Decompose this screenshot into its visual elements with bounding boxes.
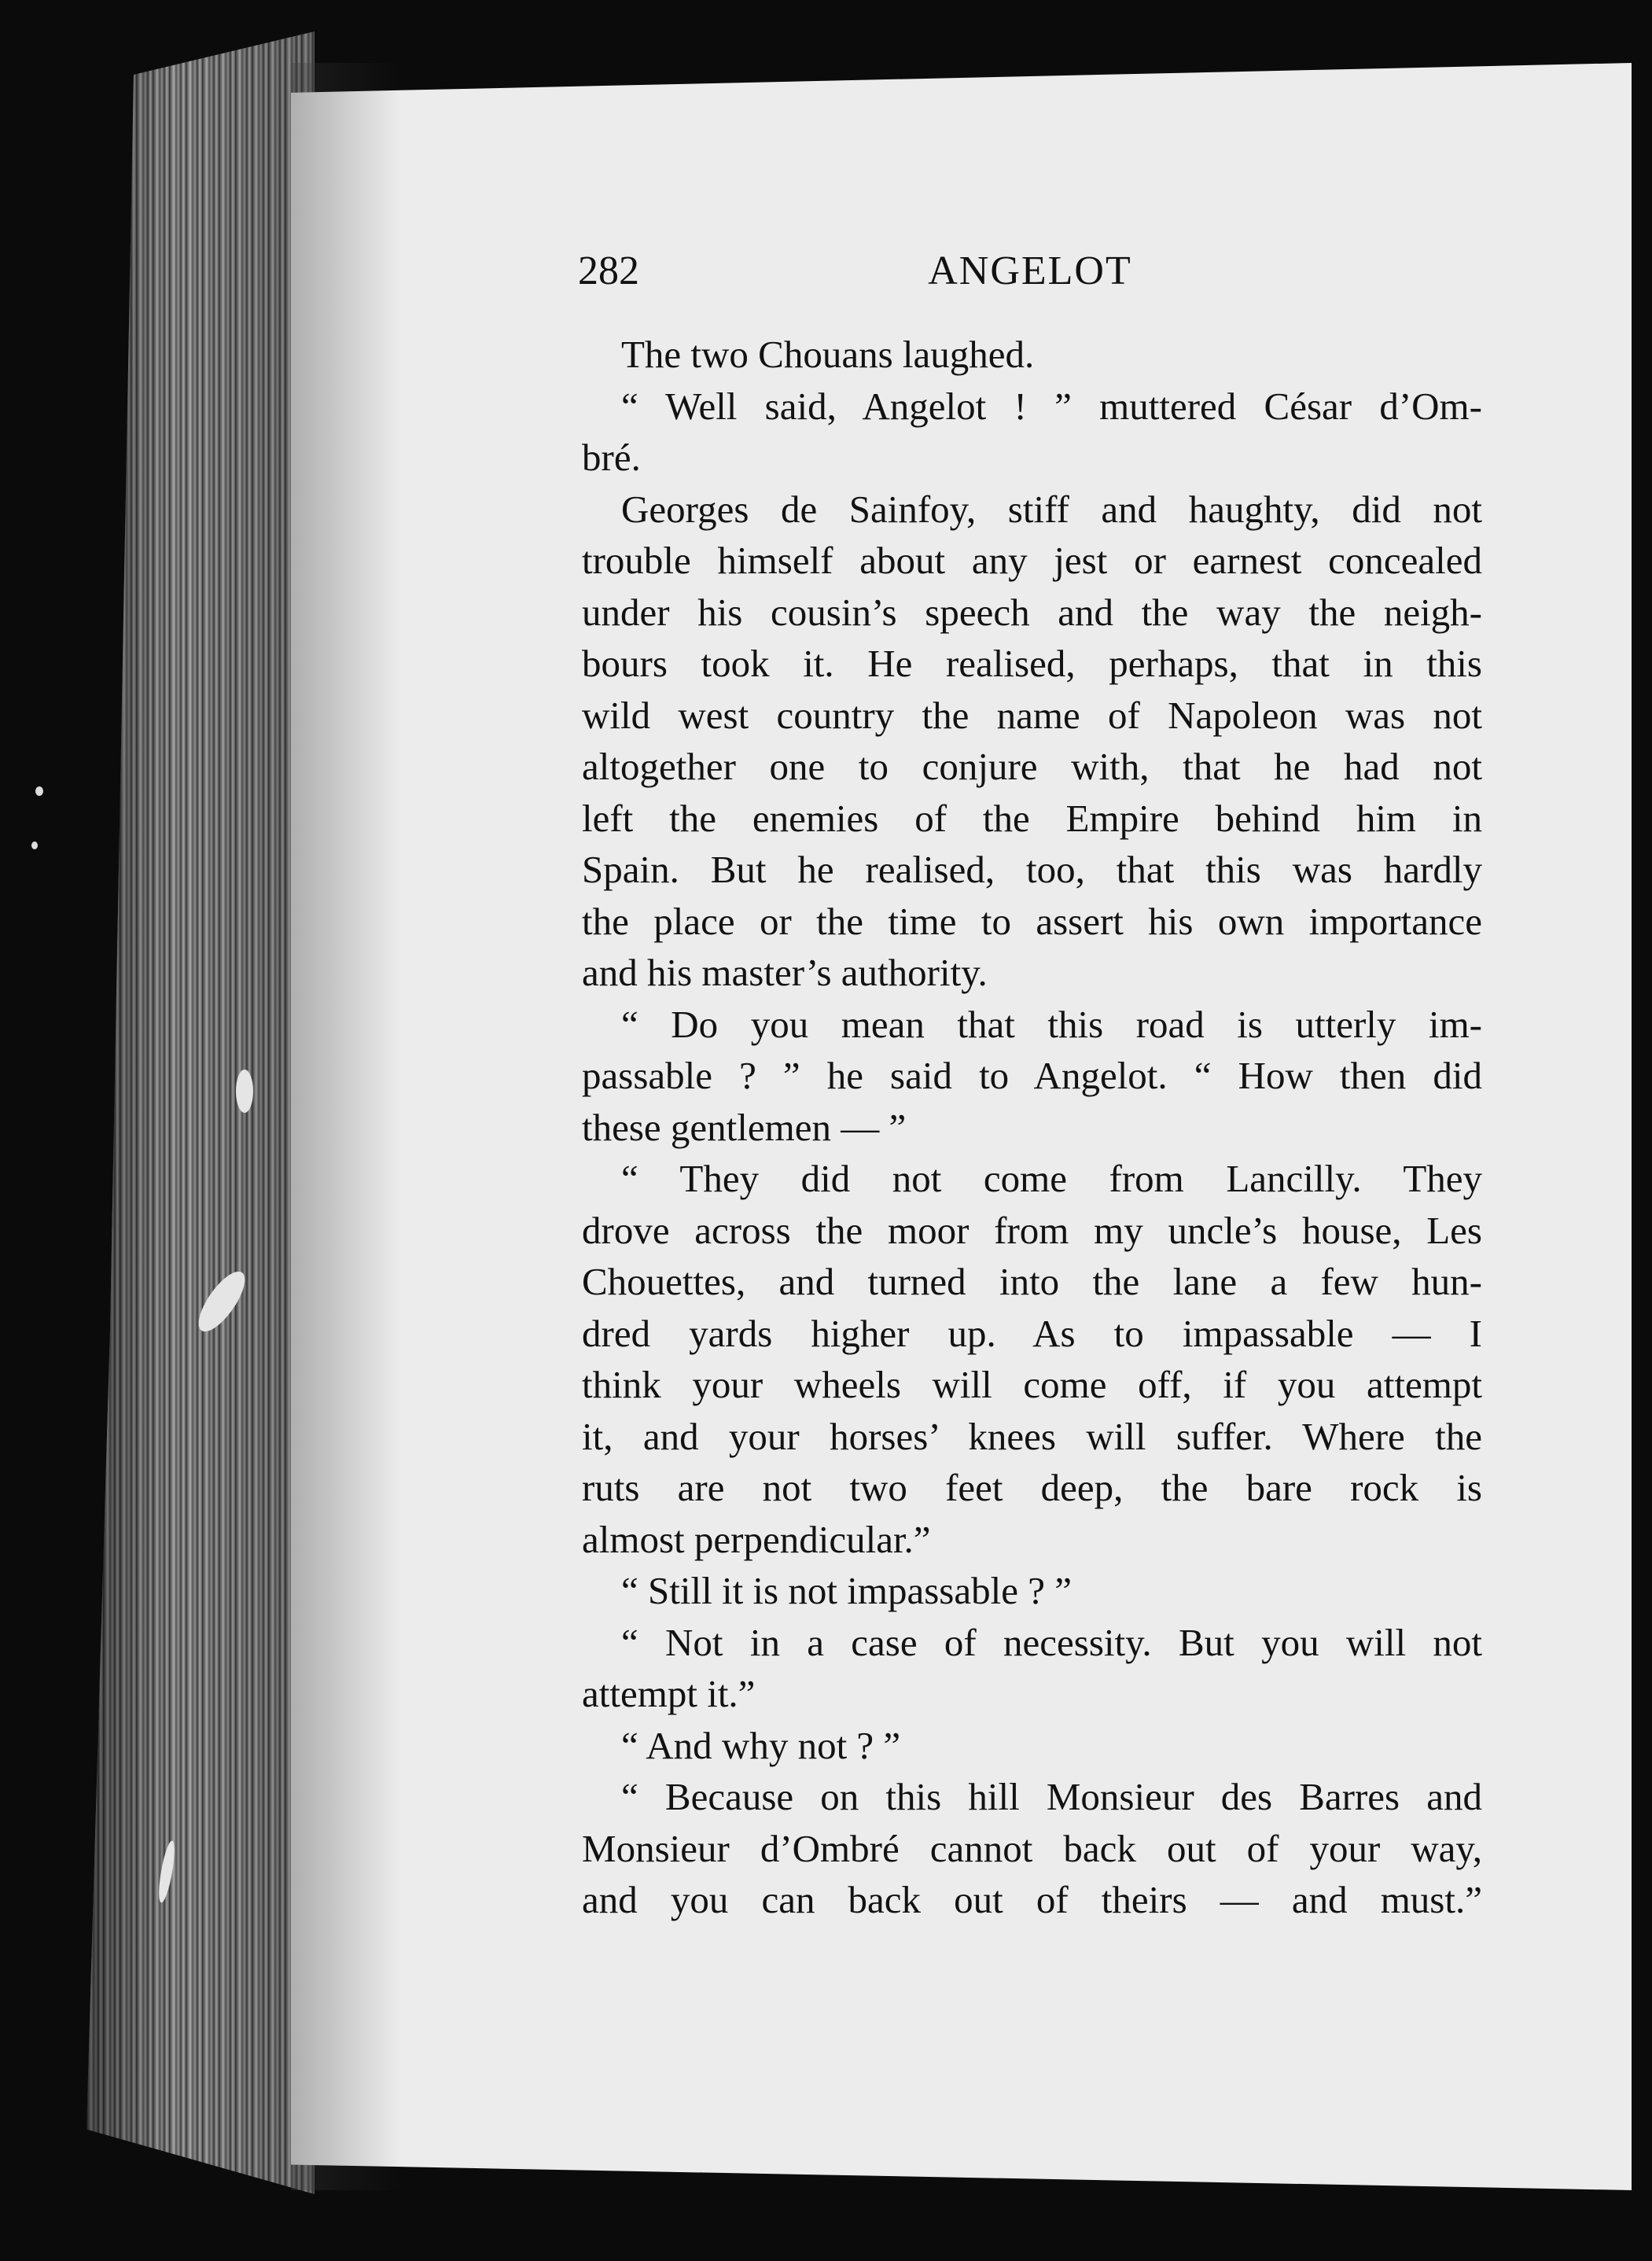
text-line: under his cousin’s speech and the way the neigh-	[582, 590, 1482, 634]
gutter-shadow	[291, 63, 401, 2190]
text-line: The two Chouans laughed.	[621, 333, 1035, 376]
text-line: dred yards higher up. As to impassable — I	[582, 1311, 1482, 1355]
text-line: Monsieur d’Ombré cannot back out of your way,	[582, 1826, 1482, 1870]
scan-speck	[35, 786, 43, 796]
scan-speck	[236, 1070, 253, 1113]
text-line: and you can back out of theirs — and must.”	[582, 1878, 1482, 1921]
text-line: “ And why not ? ”	[621, 1723, 901, 1767]
text-line: Georges de Sainfoy, stiff and haughty, did not	[621, 487, 1482, 531]
text-line: ruts are not two feet deep, the bare rock is	[582, 1466, 1482, 1509]
page-number: 282	[578, 249, 639, 293]
text-line: “ Still it is not impassable ? ”	[621, 1569, 1072, 1612]
text-line: bré.	[582, 436, 641, 479]
text-line: “ Not in a case of necessity. But you will not	[621, 1620, 1482, 1664]
text-line: “ Do you mean that this road is utterly im-	[621, 1002, 1482, 1046]
text-line: “ They did not come from Lancilly. They	[621, 1157, 1482, 1200]
text-line: these gentlemen — ”	[582, 1105, 907, 1149]
page-header	[578, 236, 1482, 307]
text-line: altogether one to conjure with, that he had not	[582, 745, 1482, 788]
text-line: “ Because on this hill Monsieur des Barres and	[621, 1775, 1482, 1818]
text-line: the place or the time to assert his own importance	[582, 899, 1482, 943]
text-line: drove across the moor from my uncle’s house, Les	[582, 1208, 1482, 1252]
text-line: left the enemies of the Empire behind him in	[582, 796, 1482, 840]
text-line: almost perpendicular.”	[582, 1517, 931, 1561]
text-line: it, and your horses’ knees will suffer. Where the	[582, 1414, 1482, 1458]
text-line: Spain. But he realised, too, that this was hardly	[582, 848, 1482, 891]
text-line: think your wheels will come off, if you attempt	[582, 1363, 1482, 1406]
body-text	[582, 329, 1482, 1926]
text-line: wild west country the name of Napoleon was not	[582, 693, 1482, 737]
text-line: trouble himself about any jest or earnest concealed	[582, 539, 1482, 582]
page-edges-shadow	[86, 31, 315, 2194]
text-line: attempt it.”	[582, 1672, 756, 1715]
running-title: ANGELOT	[928, 249, 1132, 293]
scan-speck	[31, 841, 38, 849]
text-line: “ Well said, Angelot ! ” muttered César d’Om-	[621, 384, 1482, 428]
text-line: passable ? ” he said to Angelot. “ How then did	[582, 1054, 1482, 1097]
text-line: bours took it. He realised, perhaps, that in this	[582, 642, 1482, 685]
text-line: Chouettes, and turned into the lane a few hun-	[582, 1260, 1482, 1303]
text-line: and his master’s authority.	[582, 951, 988, 994]
